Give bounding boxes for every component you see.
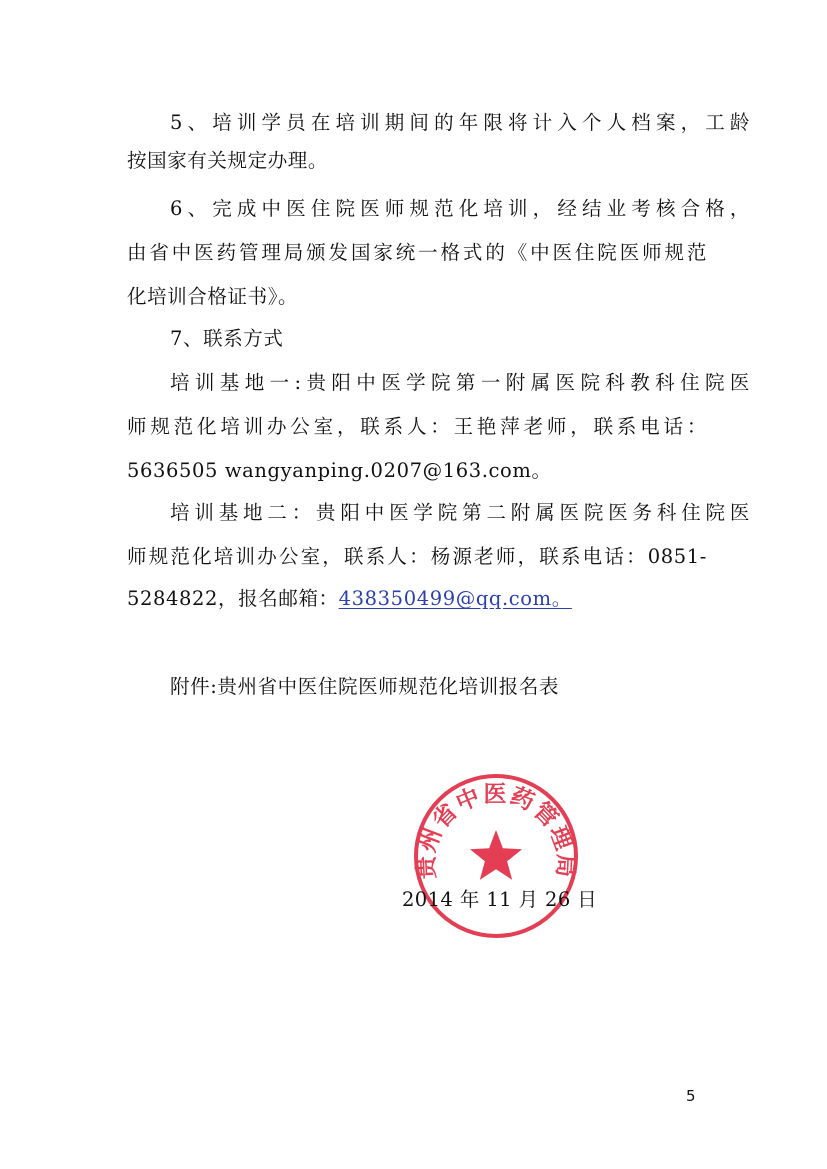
base-2-line-3	[127, 584, 707, 614]
base-2-line-1: 培训基地二：贵阳中医学院第二附属医院医务科住院医	[170, 501, 750, 524]
base-1-line-3: 5636505 wangyanping.0207@163.com。	[127, 459, 552, 482]
base-1-line-2: 师规范化培训办公室，联系人：王艳萍老师，联系电话：	[127, 415, 707, 438]
registration-email-label: 5284822，报名邮箱：	[127, 587, 339, 610]
attachment-note: 附件:贵州省中医住院医师规范化培训报名表	[170, 675, 560, 698]
registration-email-link[interactable]: 438350499@qq.com。	[338, 587, 572, 610]
seal-text: 贵州省中医药管理局	[412, 780, 580, 880]
item-7-heading: 7、联系方式	[170, 327, 284, 350]
star-icon	[470, 830, 522, 880]
document-date: 2014 年 11 月 26 日	[402, 888, 598, 911]
item-5-line-1: 5、培训学员在培训期间的年限将计入个人档案，工龄	[170, 111, 750, 134]
item-6-line-1: 6、完成中医住院医师规范化培训，经结业考核合格，	[170, 197, 750, 220]
base-2-line-2: 师规范化培训办公室，联系人：杨源老师，联系电话：0851-	[127, 545, 707, 568]
item-6-line-3: 化培训合格证书》。	[127, 285, 299, 308]
item-5-line-2: 按国家有关规定办理。	[127, 149, 329, 172]
base-1-line-1: 培训基地一:贵阳中医学院第一附属医院科教科住院医	[170, 371, 750, 394]
item-6-line-2: 由省中医药管理局颁发国家统一格式的《中医住院医师规范	[127, 241, 707, 264]
page-number: 5	[686, 1087, 696, 1105]
